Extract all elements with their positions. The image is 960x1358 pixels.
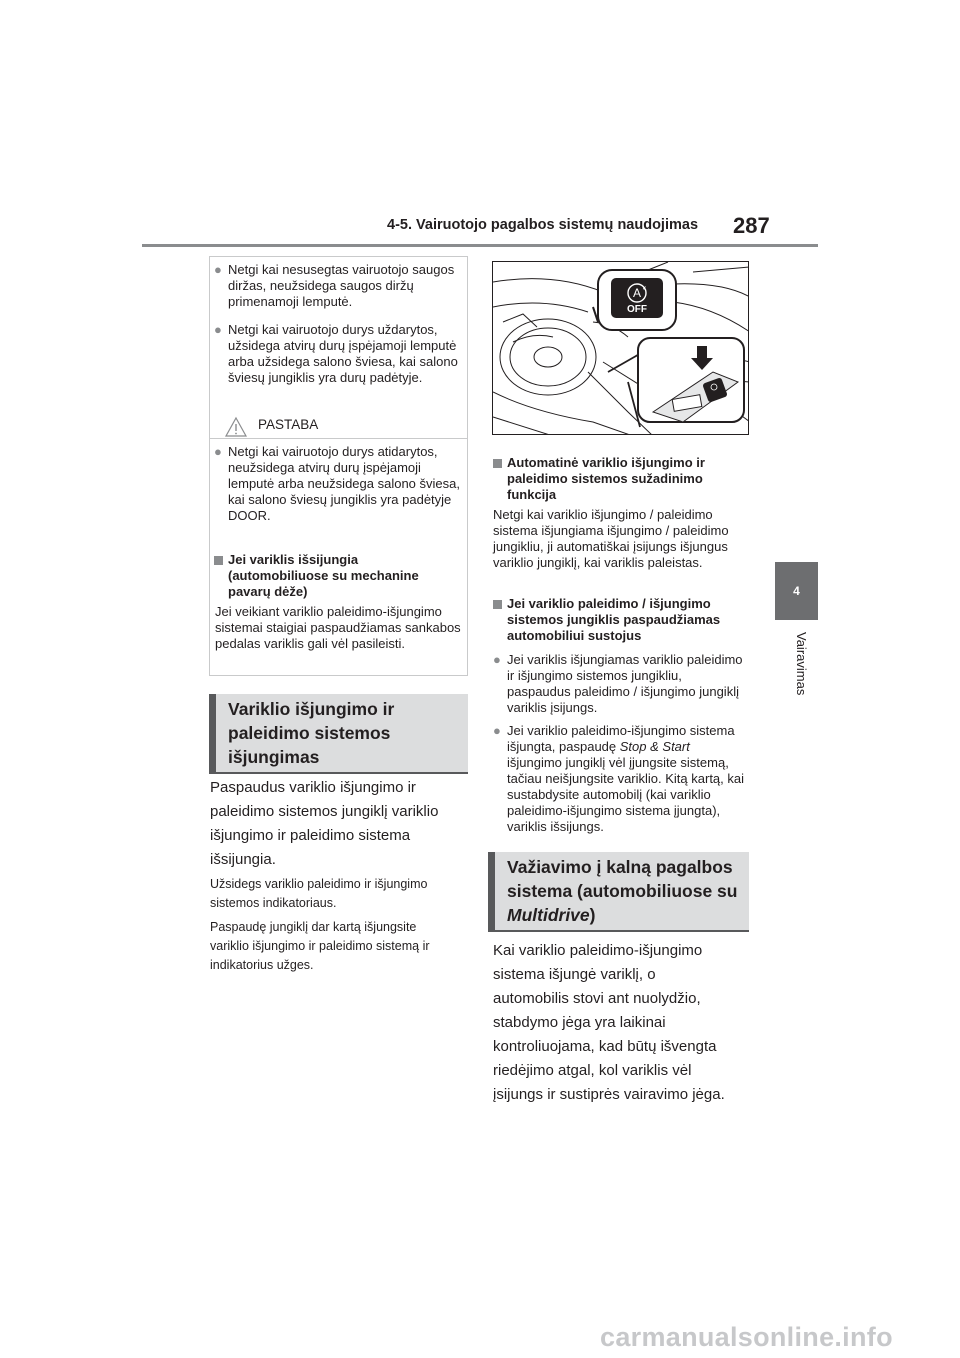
caution-item: Netgi kai vairuotojo durys atidarytos, neužsidega atvirų durų įspėjamoji lemputė arba neužsidega salono šviesa, kai salono šviesų jungiklis yra padėtyje DOOR. (228, 444, 460, 523)
stop-heading: Jei variklio paleidimo / išjungimo sistemos jungiklis paspaudžiamas automobiliui sustojus (507, 596, 721, 643)
page-number: 287 (733, 213, 770, 238)
square-bullet-icon (493, 600, 502, 609)
cockpit-illustration (492, 261, 749, 435)
section-rule (209, 772, 468, 774)
stop-item-2: Jei variklio paleidimo-išjungimo sistema išjungta, paspaudę Stop & Start išjungimo jungiklį vėl įjungsite sistemą, tačiau neišjungsite variklio. Kitą kartą, kai sustabdysite automobilį (kai variklio paleidimo-išjungimo sistema įjungta), variklis išsijungs. (507, 723, 745, 834)
bullet-icon: ● (493, 723, 501, 738)
notes-separator (209, 438, 468, 439)
square-bullet-icon (214, 556, 223, 565)
header-rule (142, 244, 818, 247)
watermark: carmanualsonline.info (600, 1322, 893, 1352)
button-label: OFF (627, 304, 647, 315)
button-symbol: A (632, 286, 642, 300)
manual-heading: Jei variklis išsijungia (automobiliuose su mechanine pavarų dėže) (228, 552, 419, 599)
warning-triangle-icon (224, 416, 248, 438)
bullet-icon: ● (214, 262, 222, 277)
side-tab-label: Vairavimas (794, 632, 809, 696)
section-heading-hill-assist: Važiavimo į kalną pagalbos sistema (automobiliuose su Multidrive) (488, 852, 749, 930)
bullet-icon: ● (214, 322, 222, 337)
note-item-1: Netgi kai nesusegtas vairuotojo saugos diržas, neužsidega saugos diržų primenamoji lemputė. (228, 262, 455, 309)
side-tab-number: 4 (775, 562, 818, 620)
bullet-icon: ● (493, 652, 501, 667)
section1-note-2: Paspaudę jungiklį dar kartą išjungsite variklio išjungimo ir paleidimo sistemą ir indikatorius užges. (210, 920, 430, 972)
cockpit-drawing (493, 262, 749, 435)
section-rule (488, 930, 749, 932)
bullet-icon: ● (214, 444, 222, 459)
note-item-2: Netgi kai vairuotojo durys uždarytos, užsidega atvirų durų įspėjamoji lemputė arba užsidega salono šviesa, kai salono šviesų jungiklis yra durų padėtyje. (228, 322, 458, 385)
section-heading-engine-stop-off: Variklio išjungimo ir paleidimo sistemos išjungimas (209, 694, 468, 772)
caution-label: PASTABA (258, 417, 319, 432)
stop-item-1: Jei variklis išjungiamas variklio paleidimo ir išjungimo sistemos jungikliu, paspaudus paleidimo / išjungimo jungiklį variklis įsijungs. (507, 652, 743, 715)
auto-text: Netgi kai variklio išjungimo / paleidimo sistema išjungiama išjungimo / paleidimo jungikliu, ji automatiškai įsijungs išjungus variklio jungiklį, kai variklis paleistas. (493, 507, 729, 570)
section2-body: Kai variklio paleidimo-išjungimo sistema išjungė variklį, o automobilis stovi ant nuolydžio, stabdymo jėga yra laikinai kontroliuojama, kad būtų išvengta riedėjimo atgal, kol variklis vėl įsijungs ir sustiprės vairavimo jėga. (493, 942, 725, 1103)
manual-text: Jei veikiant variklio paleidimo-išjungimo sistemai staigiai paspaudžiamas sankabos pedalas variklis gali vėl pasileisti. (215, 604, 461, 651)
section1-body: Paspaudus variklio išjungimo ir paleidimo sistemos jungiklį variklio išjungimo ir paleidimo sistema išsijungia. (210, 779, 439, 868)
chapter-title: 4-5. Vairuotojo pagalbos sistemų naudojimas (387, 217, 699, 233)
square-bullet-icon (493, 459, 502, 468)
auto-heading: Automatinė variklio išjungimo ir paleidimo sistemos sužadinimo funkcija (507, 455, 705, 502)
section1-note-1: Užsidegs variklio paleidimo ir išjungimo sistemos indikatoriaus. (210, 877, 428, 910)
